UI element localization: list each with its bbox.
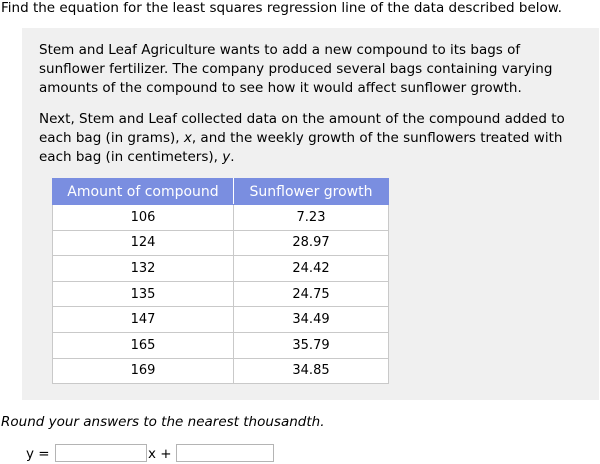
cell-growth: 24.42 bbox=[234, 256, 389, 282]
paragraph-1-text: Stem and Leaf Agriculture wants to add a new compound to its bags of sunflower fertilizer. The company produced several bags containing varying amounts of the compound to see how it would affect sunflower growth. bbox=[39, 42, 553, 96]
table-row bbox=[53, 332, 389, 358]
data-table bbox=[52, 178, 389, 384]
table-row bbox=[53, 307, 389, 333]
slope-input[interactable] bbox=[55, 444, 147, 462]
cell-amount: 132 bbox=[53, 256, 234, 282]
cell-growth: 34.85 bbox=[234, 358, 389, 384]
header-amount-of-compound: Amount of compound bbox=[53, 179, 234, 205]
x-plus-label: x + bbox=[148, 446, 172, 462]
paragraph-2-part-3: . bbox=[230, 149, 235, 165]
cell-growth: 24.75 bbox=[234, 281, 389, 307]
cell-growth: 35.79 bbox=[234, 332, 389, 358]
problem-paragraph-2 bbox=[39, 110, 589, 167]
table-row bbox=[53, 230, 389, 256]
table-header-row bbox=[53, 179, 389, 205]
cell-growth: 7.23 bbox=[234, 205, 389, 231]
paragraph-2-part-1: Next, Stem and Leaf collected data on the amount of the compound added to each bag (in grams), bbox=[39, 111, 565, 146]
y-equals-label: y = bbox=[26, 446, 50, 462]
cell-growth: 28.97 bbox=[234, 230, 389, 256]
question-prompt: Find the equation for the least squares regression line of the data described below. bbox=[1, 0, 562, 16]
cell-amount: 165 bbox=[53, 332, 234, 358]
table-row bbox=[53, 358, 389, 384]
cell-amount: 106 bbox=[53, 205, 234, 231]
cell-growth: 34.49 bbox=[234, 307, 389, 333]
problem-paragraph-1 bbox=[39, 41, 589, 98]
cell-amount: 147 bbox=[53, 307, 234, 333]
rounding-instruction: Round your answers to the nearest thousandth. bbox=[1, 414, 325, 430]
cell-amount: 135 bbox=[53, 281, 234, 307]
variable-x: x bbox=[183, 130, 192, 146]
paragraph-2-part-2: , and the weekly growth of the sunflowers treated with each bag (in centimeters), bbox=[39, 130, 563, 165]
paragraph-2-text bbox=[39, 110, 589, 167]
header-sunflower-growth: Sunflower growth bbox=[234, 179, 389, 205]
cell-amount: 124 bbox=[53, 230, 234, 256]
table-row bbox=[53, 256, 389, 282]
intercept-input[interactable] bbox=[176, 444, 274, 462]
table-row bbox=[53, 205, 389, 231]
problem-box bbox=[22, 28, 599, 400]
cell-amount: 169 bbox=[53, 358, 234, 384]
variable-y: y bbox=[222, 149, 231, 165]
table-row bbox=[53, 281, 389, 307]
